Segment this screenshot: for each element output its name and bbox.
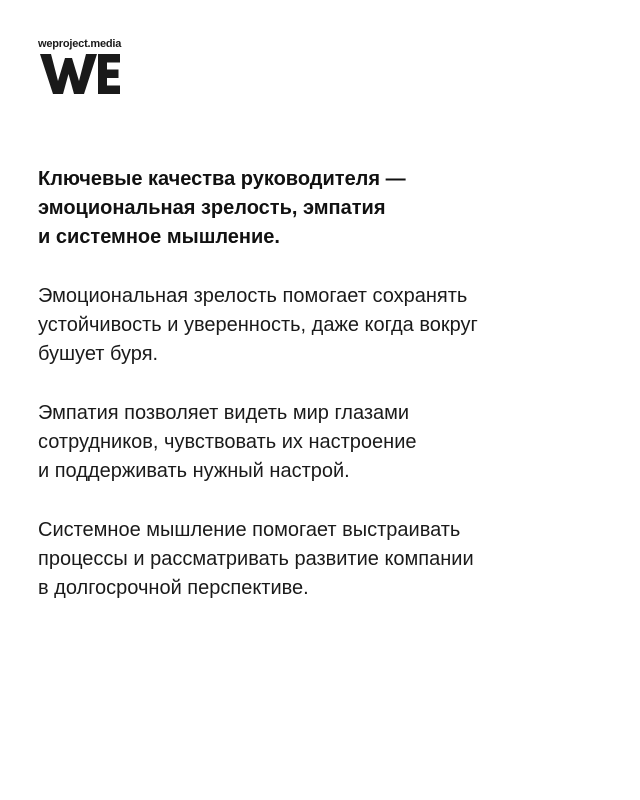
headline-line: и системное мышление. xyxy=(38,226,280,248)
paragraph-line: бушует буря. xyxy=(38,343,159,365)
we-logo xyxy=(38,52,122,96)
headline xyxy=(38,165,608,252)
paragraph-empathy xyxy=(38,399,608,486)
paragraph-line: процессы и рассматривать развитие компании xyxy=(38,548,474,570)
paragraph-line: в долгосрочной перспективе. xyxy=(38,577,309,599)
paragraph-emotional-maturity xyxy=(38,282,608,369)
paragraph-systems-thinking xyxy=(38,516,608,603)
paragraph-line: Эмпатия позволяет видеть мир глазами xyxy=(38,402,410,424)
main-content xyxy=(38,165,608,603)
brand-site-url: weproject.media xyxy=(38,38,122,50)
headline-line: Ключевые качества руководителя — xyxy=(38,168,406,190)
brand xyxy=(38,38,158,96)
headline-line: эмоциональная зрелость, эмпатия xyxy=(38,197,386,219)
paragraph-line: сотрудников, чувствовать их настроение xyxy=(38,431,417,453)
paragraph-line: Системное мышление помогает выстраивать xyxy=(38,519,461,541)
paragraph-line: Эмоциональная зрелость помогает сохранять xyxy=(38,285,468,307)
paragraph-line: устойчивость и уверенность, даже когда вокруг xyxy=(38,314,478,336)
paragraph-line: и поддерживать нужный настрой. xyxy=(38,460,350,482)
